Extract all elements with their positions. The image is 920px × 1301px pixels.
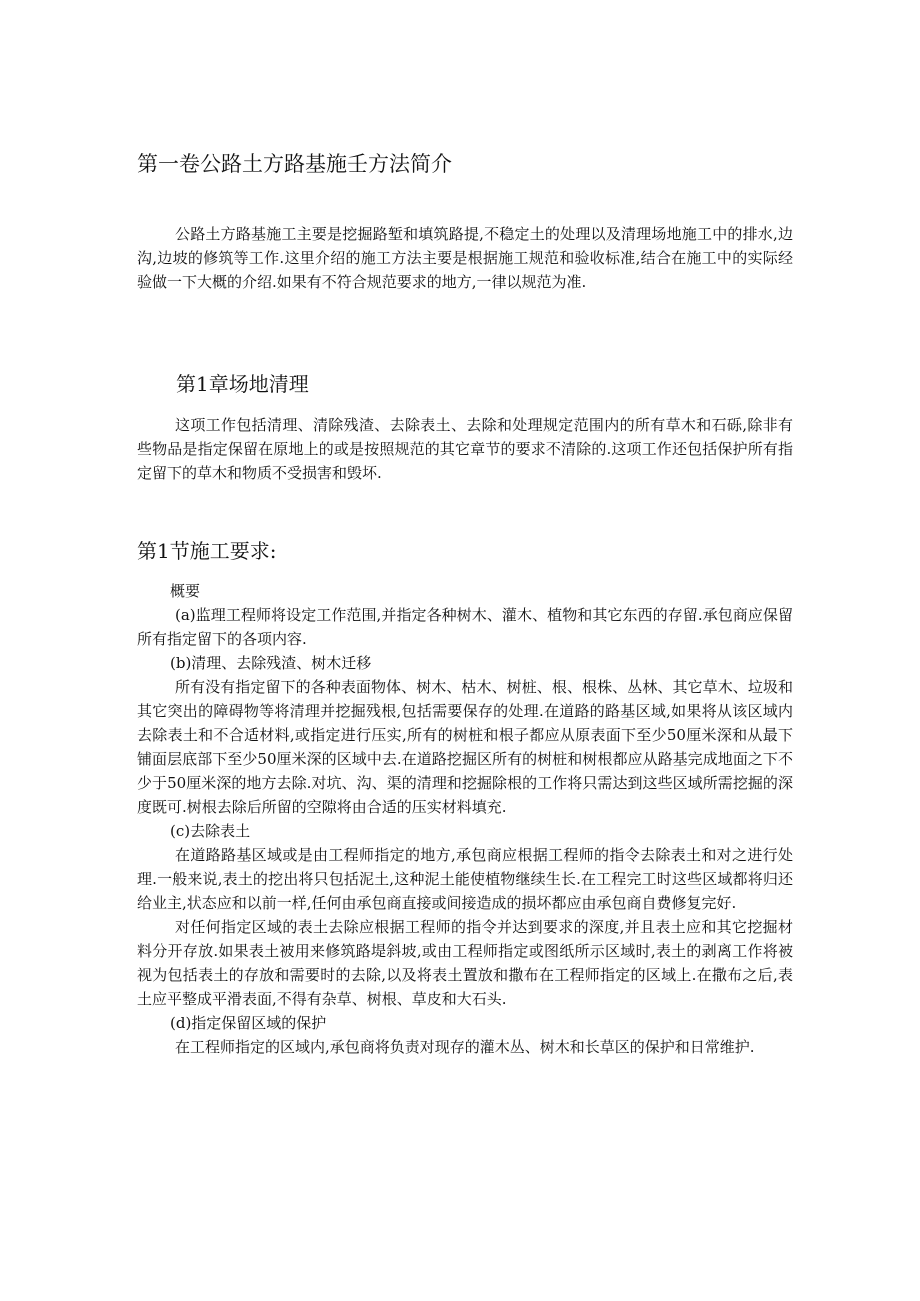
overview-label: 概要 xyxy=(170,582,201,600)
volume-title: 第一卷公路土方路基施壬方法简介 xyxy=(137,152,452,176)
item-b-label: (b)清理、去除残渣、树木迁移 xyxy=(170,654,372,672)
item-c-paragraph-1: 在道路路基区域或是由工程师指定的地方,承包商应根据工程师的指令去除表土和对之进行处理.一般来说,表土的挖出将只包括泥土,这种泥土能使植物继续生长.在工程完工时这些区域都将归还给业主,状态应和以前一样,任何由承包商直接或间接造成的损坏都应由承包商自费修复完好. xyxy=(137,846,793,912)
item-c-paragraph-2: 对任何指定区域的表土去除应根据工程师的指令并达到要求的深度,并且表土应和其它挖掘材料分开存放.如果表土被用来修筑路堤斜坡,或由工程师指定或图纸所示区域时,表土的剥离工作将被视为包括表土的存放和需要时的去除,以及将表土置放和撒布在工程师指定的区域上.在撒布之后,表土应平整成平滑表面,不得有杂草、树根、草皮和大石头. xyxy=(137,918,793,1008)
section-body xyxy=(137,579,793,1059)
chapter-intro-paragraph: 这项工作包括清理、清除残渣、去除表土、去除和处理规定范围内的所有草木和石砾,除非有些物品是指定保留在原地上的或是按照规范的其它章节的要求不清除的.这项工作还包括保护所有指定留下的草木和物质不受损害和毁坏. xyxy=(137,416,793,482)
item-b-paragraph: 所有没有指定留下的各种表面物体、树木、枯木、树桩、根、根株、丛林、其它草木、垃圾和其它突出的障碍物等将清理并挖掘残根,包括需要保存的处理.在道路的路基区域,如果将从该区域内去除表土和不合适材料,或指定进行压实,所有的树桩和根子都应从原表面下至少50厘米深和从最下铺面层底部下至少50厘米深的区域中去.在道路挖掘区所有的树桩和树根都应从路基完成地面之下不少于50厘米深的地方去除.对坑、沟、渠的清理和挖掘除根的工作将只需达到这些区域所需挖掘的深度既可.树根去除后所留的空隙将由合适的压实材料填充. xyxy=(137,678,793,816)
intro-paragraph: 公路土方路基施工主要是挖掘路堑和填筑路提,不稳定土的处理以及清理场地施工中的排水,边沟,边坡的修筑等工作.这里介绍的施工方法主要是根据施工规范和验收标准,结合在施工中的实际经验做一下大概的介绍.如果有不符合规范要求的地方,一律以规范为准. xyxy=(137,225,793,291)
item-a-paragraph: (a)监理工程师将设定工作范围,并指定各种树木、灌木、植物和其它东西的存留.承包商应保留所有指定留下的各项内容. xyxy=(137,606,793,648)
item-d-label: (d)指定保留区域的保护 xyxy=(170,1014,327,1032)
chapter-title: 第1章场地清理 xyxy=(176,372,309,396)
item-c-label: (c)去除表土 xyxy=(170,822,251,840)
item-d-paragraph: 在工程师指定的区域内,承包商将负责对现存的灌木丛、树木和长草区的保护和日常维护. xyxy=(175,1038,755,1056)
section-title: 第1节施工要求: xyxy=(137,539,277,563)
